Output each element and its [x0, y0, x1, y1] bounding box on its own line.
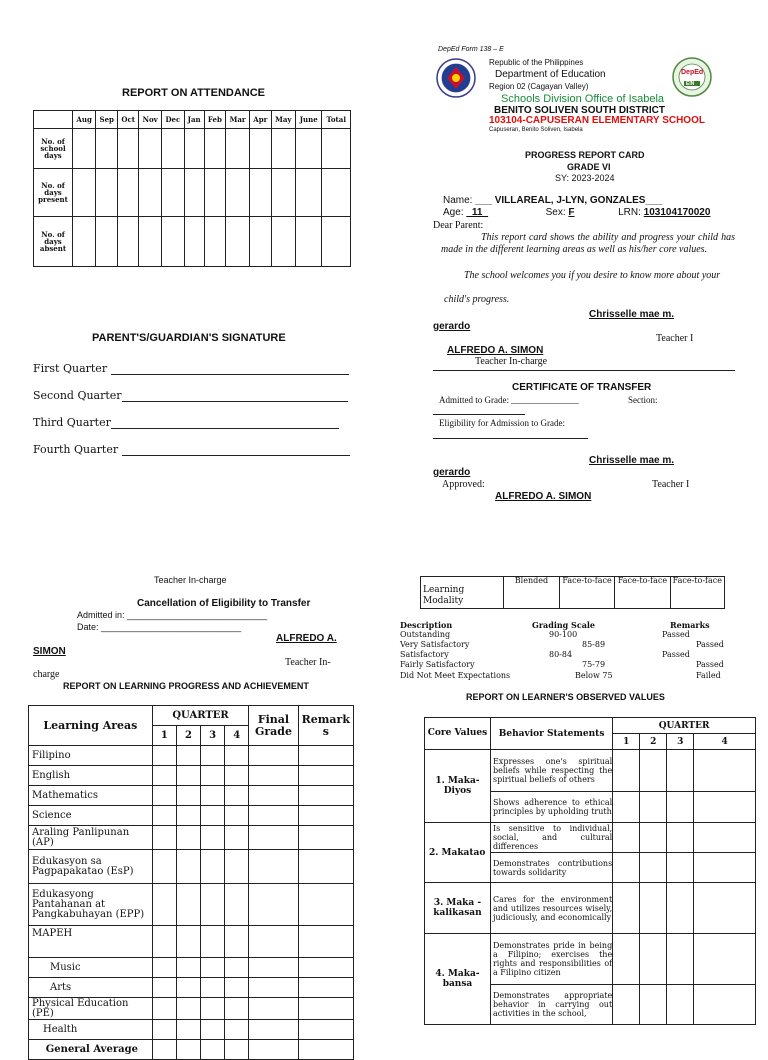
signature-first-quarter: First Quarter — [33, 362, 349, 375]
signature-second-quarter: Second Quarter — [33, 389, 348, 402]
modality-cell: Face-to-face — [615, 577, 670, 609]
core-value: 2. Makatao — [425, 823, 491, 883]
cancel-name-1: ALFREDO A. — [276, 633, 337, 644]
logo-subtext: EIN — [686, 81, 695, 87]
parent-signature-title: PARENT'S/GUARDIAN'S SIGNATURE — [92, 332, 286, 344]
modality-cell: Face-to-face — [559, 577, 614, 609]
learning-area: Filipino — [29, 746, 153, 766]
month-header: Nov — [139, 111, 162, 129]
transfer-teacher-surname: gerardo — [433, 467, 471, 478]
values-col-quarter: QUARTER — [613, 718, 756, 734]
core-value: 3. Maka - kalikasan — [425, 883, 491, 934]
grading-remark: Passed — [696, 660, 724, 669]
student-name-line: Name: ___ VILLAREAL, J-LYN, GONZALES___ — [443, 195, 663, 206]
school-address: Capuseran, Benito Soliven, Isabela — [489, 127, 583, 133]
month-header: Feb — [204, 111, 225, 129]
month-header: Sep — [96, 111, 118, 129]
grading-range: 90-100 — [549, 630, 578, 639]
grading-range: 80-84 — [549, 650, 573, 659]
grading-description: Satisfactory — [400, 650, 449, 659]
month-header: Jan — [184, 111, 204, 129]
learning-area: English — [29, 766, 153, 786]
signature-fourth-quarter: Fourth Quarter — [33, 443, 350, 456]
department-label: Department of Education — [495, 69, 606, 80]
division-logo-icon — [672, 57, 712, 97]
cancel-teacher-incharge: Teacher In-charge — [154, 575, 227, 585]
learning-area: Araling Panlipunan (AP) — [29, 826, 153, 850]
values-quarter-number: 3 — [667, 734, 694, 750]
grading-range: Below 75 — [575, 671, 613, 680]
republic-label: Republic of the Philippines — [489, 58, 584, 67]
letter-salutation: Dear Parent: — [433, 220, 484, 231]
transfer-section-line — [433, 414, 525, 415]
grading-description: Very Satisfactory — [400, 640, 470, 649]
quarter-number: 2 — [176, 726, 200, 746]
transfer-title: CERTIFICATE OF TRANSFER — [512, 382, 652, 393]
region-label: Region 02 (Cagayan Valley) — [489, 82, 589, 91]
observed-values-table — [424, 717, 756, 1025]
learning-area: Physical Education (PE) — [29, 998, 153, 1020]
grading-range: 85-89 — [582, 640, 606, 649]
grading-remark: Passed — [662, 630, 690, 639]
incharge-name: ALFREDO A. SIMON — [447, 345, 544, 356]
attendance-title: REPORT ON ATTENDANCE — [122, 87, 265, 99]
student-age: _11_ — [466, 207, 489, 218]
learning-area: Arts — [29, 978, 153, 998]
month-header: June — [296, 111, 322, 129]
attendance-corner — [34, 111, 73, 129]
letter-paragraph: This report card shows the ability and progress your child has made in the different learning areas as well as his/her core values. — [441, 232, 735, 255]
grading-remark: Failed — [696, 671, 721, 680]
month-header: Aug — [73, 111, 96, 129]
learning-area: Health — [29, 1020, 153, 1040]
values-quarter-number: 2 — [640, 734, 667, 750]
attendance-row-label: No. of school days — [34, 129, 73, 169]
behavior-statement: Expresses one's spiritual beliefs while respecting the spiritual beliefs of others — [490, 750, 612, 792]
signature-third-quarter: Third Quarter — [33, 416, 339, 429]
learning-area: MAPEH — [29, 926, 153, 958]
general-average: General Average — [29, 1040, 153, 1060]
grading-header-description: Description — [400, 620, 453, 630]
cancel-role-2: charge — [33, 669, 60, 680]
behavior-statement: Is sensitive to individual, social, and cultural differences — [490, 823, 612, 853]
grading-description: Did Not Meet Expectations — [400, 671, 511, 680]
learning-area: Edukasyong Pantahanan at Pangkabuhayan (EPP) — [29, 884, 153, 926]
grading-remark: Passed — [662, 650, 690, 659]
behavior-statement: Cares for the environment and utilizes resources wisely, judiciously, and economically — [490, 883, 612, 934]
attendance-row-label: No. of days absent — [34, 217, 73, 267]
cancel-title: Cancellation of Eligibility to Transfer — [137, 598, 311, 609]
behavior-statement: Demonstrates appropriate behavior in carrying out activities in the school, — [490, 985, 612, 1025]
student-details-line: Age: _11_ Sex: F LRN: 103104170020 — [443, 207, 711, 218]
transfer-admitted: Admitted to Grade: _______________ — [439, 395, 579, 405]
transfer-teacher-title: Teacher I — [652, 479, 690, 490]
col-final-grade: Final Grade — [249, 706, 298, 746]
core-value: 1. Maka-Diyos — [425, 750, 491, 823]
values-quarter-number: 1 — [613, 734, 640, 750]
values-title: REPORT ON LEARNER'S OBSERVED VALUES — [466, 692, 665, 702]
attendance-row-label: No. of days present — [34, 169, 73, 217]
cancel-admitted: Admitted in: ____________________________ — [77, 610, 268, 620]
grading-header-remarks: Remarks — [670, 620, 710, 630]
grading-range: 75-79 — [582, 660, 606, 669]
teacher-title: Teacher I — [656, 333, 694, 344]
learning-area: Science — [29, 806, 153, 826]
grading-header-scale: Grading Scale — [532, 620, 596, 630]
transfer-eligibility-line — [433, 438, 588, 439]
grading-description: Fairly Satisfactory — [400, 660, 475, 669]
quarter-number: 4 — [225, 726, 249, 746]
student-sex: F — [568, 207, 575, 218]
teacher-name: Chrisselle mae m. — [589, 309, 675, 320]
grade-label: GRADE VI — [567, 162, 611, 172]
letter-paragraph-3: child's progress. — [444, 294, 510, 305]
grading-remark: Passed — [696, 640, 724, 649]
attendance-table — [33, 110, 351, 267]
behavior-statement: Demonstrates contributions towards solidarity — [490, 853, 612, 883]
col-behavior: Behavior Statements — [490, 718, 612, 750]
division-label: Schools Division Office of Isabela — [501, 93, 665, 105]
behavior-statement: Shows adherence to ethical principles by upholding truth — [490, 792, 612, 823]
transfer-section: Section: — [628, 395, 658, 405]
behavior-statement: Demonstrates pride in being a Filipino; exercises the rights and responsibilities of a Filipino citizen — [490, 934, 612, 985]
quarter-number: 3 — [201, 726, 225, 746]
col-quarter: QUARTER — [152, 706, 249, 726]
learning-title: REPORT ON LEARNING PROGRESS AND ACHIEVEMENT — [63, 681, 309, 691]
student-name: ___ VILLAREAL, J-LYN, GONZALES___ — [475, 195, 663, 206]
logo-text: DepEd — [681, 69, 704, 76]
col-learning-areas: Learning Areas — [29, 706, 153, 746]
learning-area: Edukasyon sa Pagpapakatao (EsP) — [29, 850, 153, 884]
quarter-number: 1 — [152, 726, 176, 746]
month-header: Oct — [118, 111, 139, 129]
letter-paragraph-2: The school welcomes you if you desire to know more about your — [464, 270, 721, 281]
student-lrn: 103104170020 — [643, 207, 711, 218]
values-quarter-number: 4 — [694, 734, 756, 750]
report-title: PROGRESS REPORT CARD — [525, 150, 645, 160]
month-header: May — [271, 111, 295, 129]
transfer-teacher-name: Chrisselle mae m. — [589, 455, 675, 466]
month-header: Apr — [250, 111, 271, 129]
teacher-surname: gerardo — [433, 321, 471, 332]
col-core-values: Core Values — [425, 718, 491, 750]
modality-label: Learning Modality — [421, 577, 504, 609]
form-number: DepEd Form 138 – E — [438, 46, 504, 53]
month-header: Mar — [226, 111, 250, 129]
school-label: 103104-CAPUSERAN ELEMENTARY SCHOOL — [489, 115, 705, 126]
modality-cell: Blended — [504, 577, 560, 609]
month-header: Dec — [162, 111, 184, 129]
cancel-name-2: SIMON — [33, 646, 66, 657]
core-value: 4. Maka-bansa — [425, 934, 491, 1025]
cancel-date: Date: ____________________________ — [77, 622, 242, 632]
incharge-title: Teacher In-charge — [433, 356, 735, 371]
transfer-approved: Approved: — [442, 479, 485, 490]
learning-areas-table — [28, 705, 354, 1060]
learning-area: Music — [29, 958, 153, 978]
month-header: Total — [322, 111, 351, 129]
col-remarks: Remarks — [298, 706, 353, 746]
transfer-principal: ALFREDO A. SIMON — [495, 491, 592, 502]
school-year: SY: 2023-2024 — [555, 173, 615, 183]
learning-modality-table — [420, 576, 725, 609]
district-label: BENITO SOLIVEN SOUTH DISTRICT — [494, 105, 665, 116]
cancel-role-1: Teacher In- — [285, 657, 331, 668]
modality-cell: Face-to-face — [670, 577, 724, 609]
grading-description: Outstanding — [400, 630, 451, 639]
deped-seal-icon — [436, 58, 476, 98]
learning-area: Mathematics — [29, 786, 153, 806]
transfer-eligibility: Eligibility for Admission to Grade: — [439, 418, 565, 428]
